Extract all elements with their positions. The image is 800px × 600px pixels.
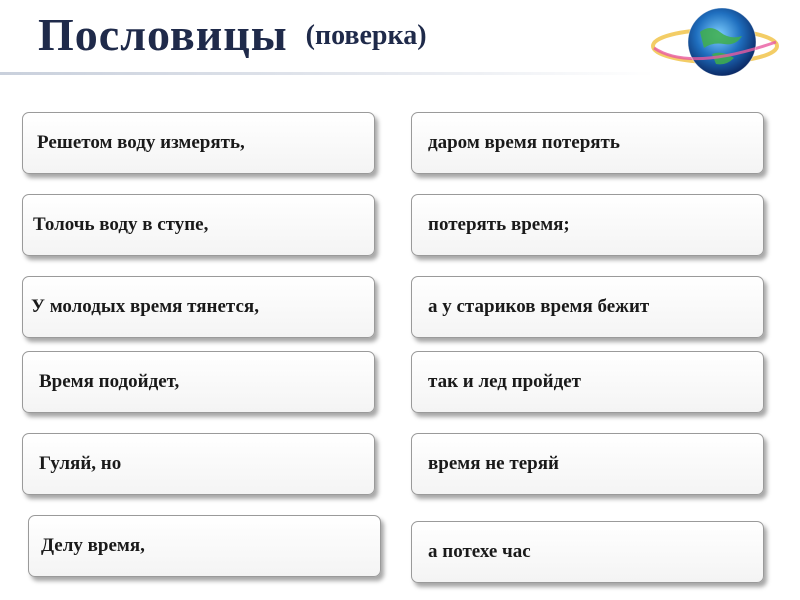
right-card-text: потерять время; bbox=[428, 214, 570, 235]
right-card-text: даром время потерять bbox=[428, 132, 620, 153]
title-underline bbox=[0, 72, 655, 75]
right-card-text: время не теряй bbox=[428, 453, 559, 474]
left-card-text: У молодых время тянется, bbox=[31, 296, 259, 317]
left-card-text: Гуляй, но bbox=[39, 453, 122, 474]
right-card-6[interactable] bbox=[411, 521, 764, 583]
left-card-text: Время подойдет, bbox=[39, 371, 180, 392]
left-card-6[interactable] bbox=[28, 515, 381, 577]
left-card-2[interactable] bbox=[22, 194, 375, 256]
right-card-3[interactable] bbox=[411, 276, 764, 338]
left-card-3[interactable] bbox=[22, 276, 375, 338]
right-card-text: а потехе час bbox=[428, 541, 531, 562]
left-card-text: Делу время, bbox=[41, 535, 145, 556]
left-card-5[interactable] bbox=[22, 433, 375, 495]
right-card-text: а у стариков время бежит bbox=[428, 296, 650, 317]
right-card-5[interactable] bbox=[411, 433, 764, 495]
left-card-text: Толочь воду в ступе, bbox=[33, 214, 209, 235]
left-card-text: Решетом воду измерять, bbox=[37, 132, 245, 153]
right-card-4[interactable] bbox=[411, 351, 764, 413]
right-card-1[interactable] bbox=[411, 112, 764, 174]
title-main: Пословицы bbox=[38, 9, 288, 60]
right-card-2[interactable] bbox=[411, 194, 764, 256]
left-card-4[interactable] bbox=[22, 351, 375, 413]
left-card-1[interactable] bbox=[22, 112, 375, 174]
right-card-text: так и лед пройдет bbox=[428, 371, 582, 392]
page-title bbox=[38, 8, 427, 72]
title-subtitle: (поверка) bbox=[305, 20, 427, 51]
globe-icon bbox=[650, 2, 780, 82]
